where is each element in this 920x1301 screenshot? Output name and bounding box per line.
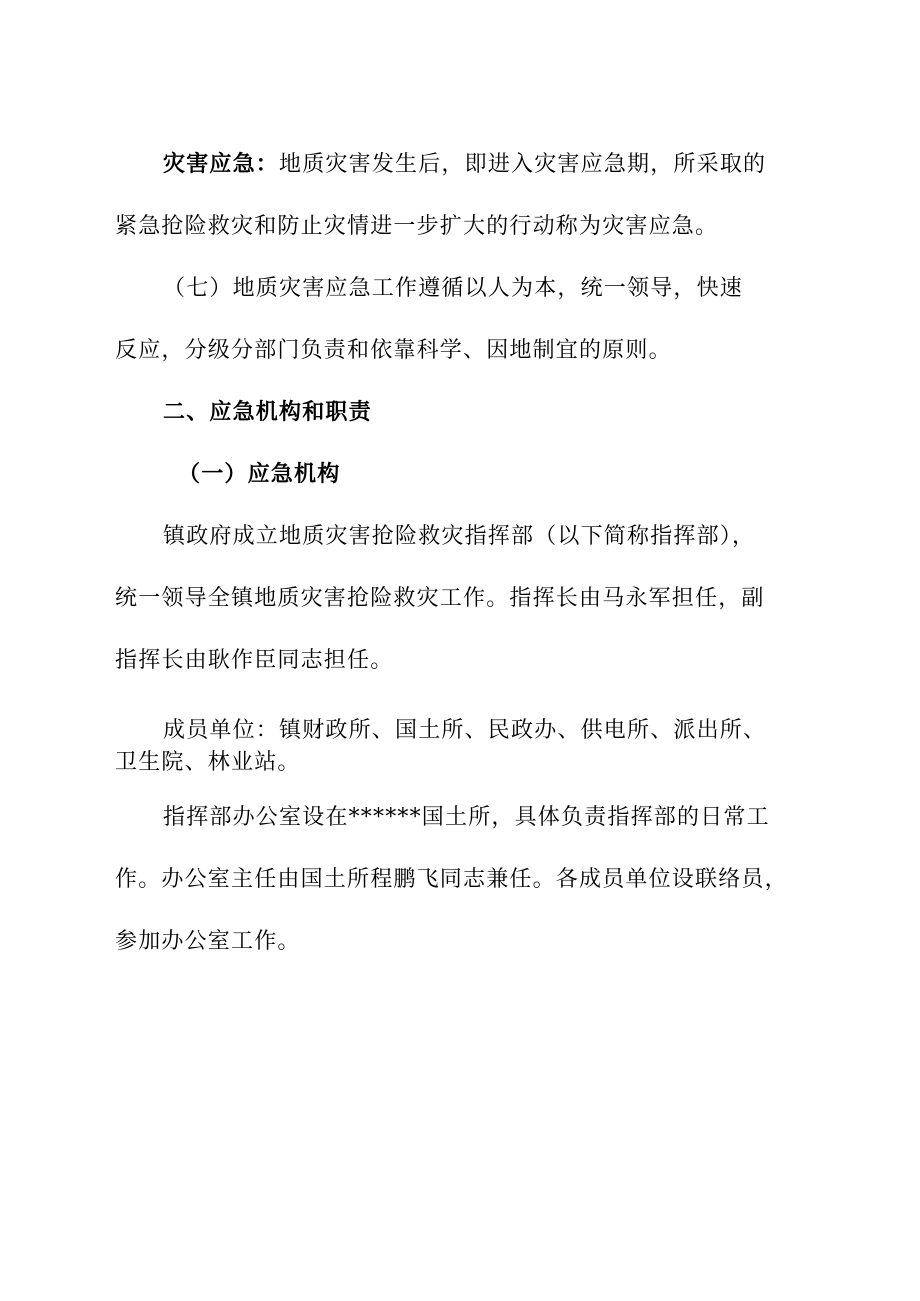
paragraph-disaster-emergency-line-1 [163,150,766,180]
paragraph-office-line-2: 作。办公室主任由国土所程鹏飞同志兼任。各成员单位设联络员， [115,867,788,892]
paragraph-command-line-1: 镇政府成立地质灾害抢险救灾指挥部（以下简称指挥部）， [163,524,756,549]
paragraph-principles-line-1: （七）地质灾害应急工作遵循以人为本，统一领导，快速 [163,276,744,301]
term-disaster-emergency: 灾害应急： [163,152,280,177]
paragraph-principles-line-2: 反应，分级分部门负责和依靠科学、因地制宜的原则。 [115,338,672,363]
definition-text: 地质灾害发生后，即进入灾害应急期，所采取的 [279,152,767,177]
paragraph-command-line-3: 指挥长由耿作臣同志担任。 [115,648,394,673]
paragraph-members-line-2: 卫生院、林业站。 [115,750,301,775]
subsection-heading: （一）应急机构 [178,462,341,487]
paragraph-command-line-2: 统一领导全镇地质灾害抢险救灾工作。指挥长由马永军担任，副 [115,586,765,611]
paragraph-disaster-emergency-line-2: 紧急抢险救灾和防止灾情进一步扩大的行动称为灾害应急。 [115,214,719,239]
paragraph-office-line-3: 参加办公室工作。 [115,929,301,954]
section-heading: 二、应急机构和职责 [163,400,372,425]
paragraph-office-line-1: 指挥部办公室设在******国土所，具体负责指挥部的日常工 [163,805,770,830]
paragraph-members-line-1: 成员单位：镇财政所、国土所、民政办、供电所、派出所、 [163,718,767,743]
